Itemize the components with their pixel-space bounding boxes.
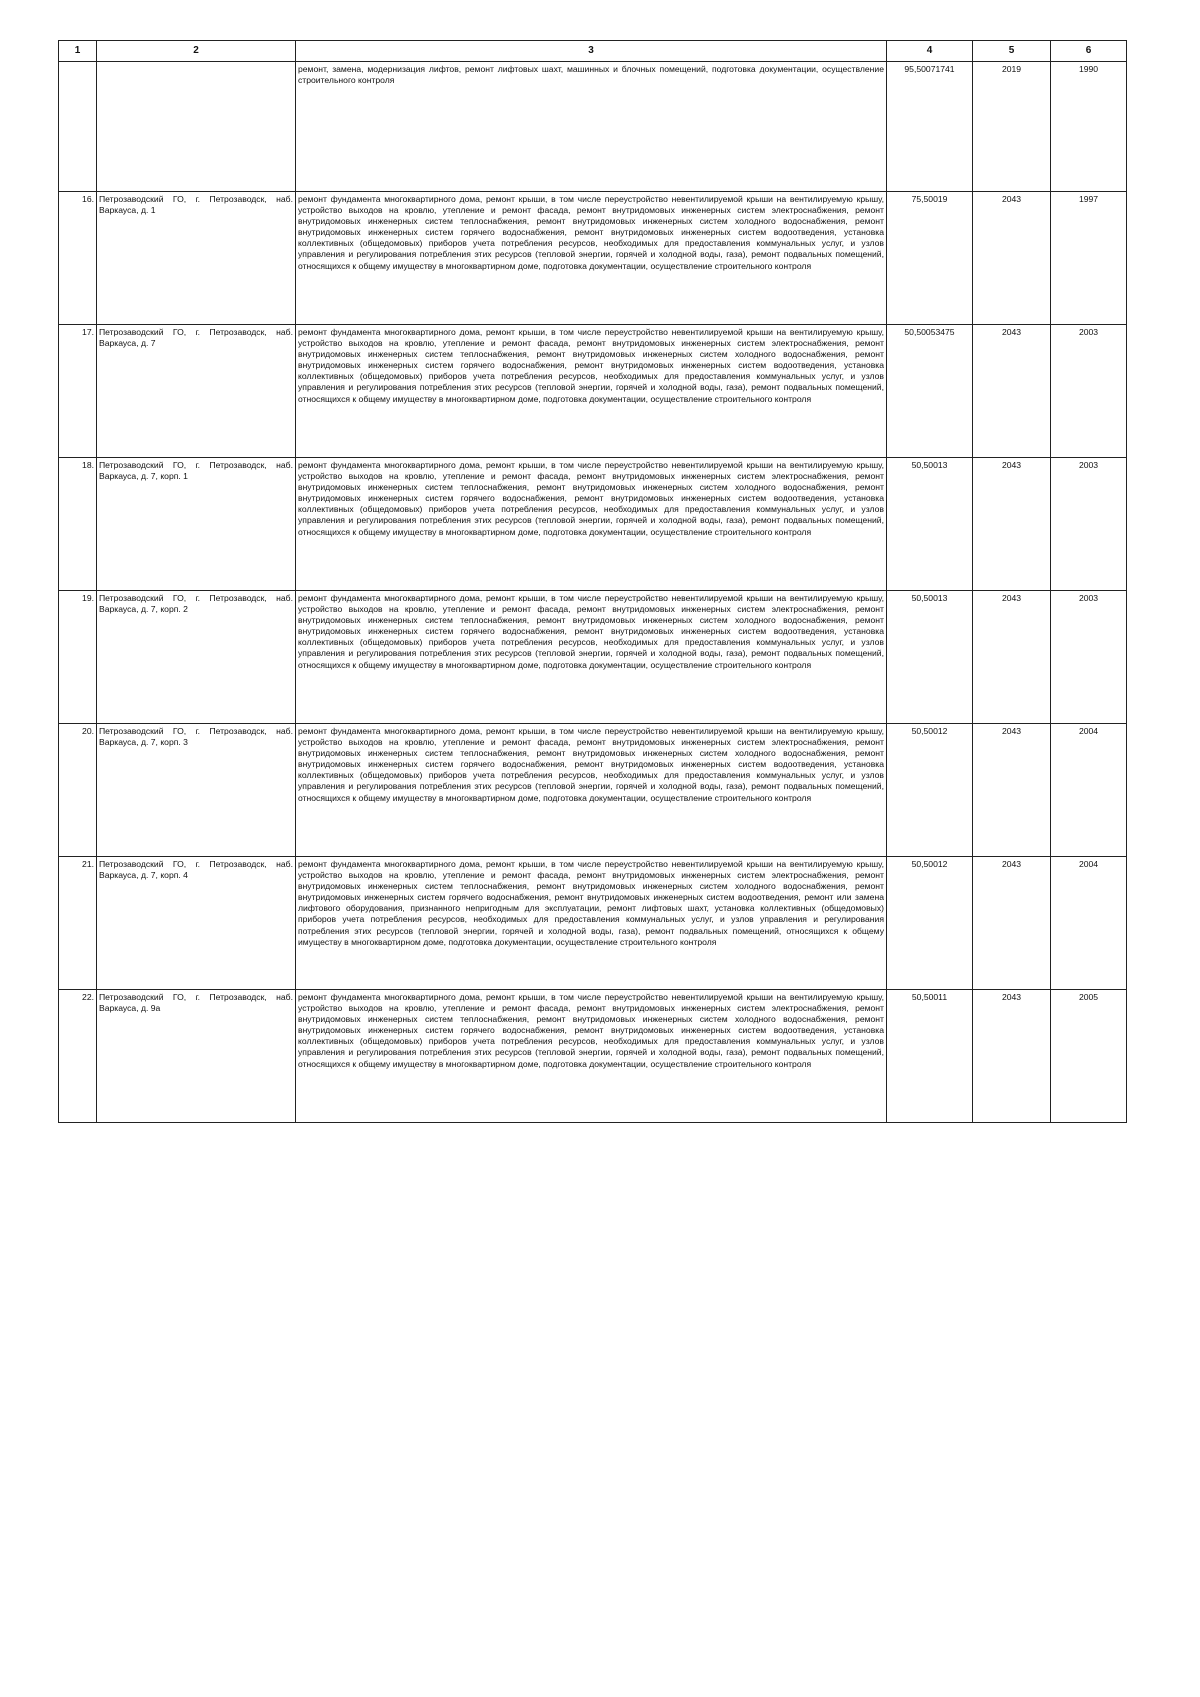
column-header-2: 2 (97, 41, 296, 62)
build-year-cell: 2004 (1051, 857, 1127, 990)
table-row (59, 458, 1127, 591)
table-row (59, 325, 1127, 458)
build-year-cell: 2003 (1051, 458, 1127, 591)
row-number-cell: 20. (59, 724, 97, 857)
wear-cell: 50,50012 (887, 724, 973, 857)
plan-year-cell: 2043 (973, 591, 1051, 724)
document-page (58, 40, 1126, 1123)
row-number-cell: 21. (59, 857, 97, 990)
address-cell: Петрозаводский ГО, г. Петрозаводск, наб. Варкауса, д. 1 (97, 192, 296, 325)
plan-year-cell: 2019 (973, 62, 1051, 192)
build-year-cell: 2004 (1051, 724, 1127, 857)
plan-year-cell: 2043 (973, 325, 1051, 458)
repair-program-table (58, 40, 1127, 1123)
address-cell: Петрозаводский ГО, г. Петрозаводск, наб. Варкауса, д. 7, корп. 3 (97, 724, 296, 857)
table-row (59, 591, 1127, 724)
works-cell: ремонт фундамента многоквартирного дома, ремонт крыши, в том числе переустройство невентилируемой крыши на вентилируемую крышу, устройство выходов на кровлю, утепление и ремонт фасада, ремонт внутридомовых инженерных систем электроснабжения, ремонт внутридомовых инженерных систем теплоснабжения, ремонт внутридомовых инженерных систем холодного водоснабжения, ремонт внутридомовых инженерных систем горячего водоснабжения, ремонт внутридомовых инженерных систем водоотведения, установка коллективных (общедомовых) приборов учета потребления ресурсов, необходимых для предоставления коммунальных услуг, и узлов управления и регулирования потребления этих ресурсов (тепловой энергии, горячей и холодной воды, газа), ремонт подвальных помещений, относящихся к общему имуществу в многоквартирном доме, подготовка документации, осуществление строительного контроля (296, 325, 887, 458)
build-year-cell: 2003 (1051, 325, 1127, 458)
row-number-cell: 22. (59, 990, 97, 1123)
works-cell: ремонт фундамента многоквартирного дома, ремонт крыши, в том числе переустройство невентилируемой крыши на вентилируемую крышу, устройство выходов на кровлю, утепление и ремонт фасада, ремонт внутридомовых инженерных систем электроснабжения, ремонт внутридомовых инженерных систем теплоснабжения, ремонт внутридомовых инженерных систем холодного водоснабжения, ремонт внутридомовых инженерных систем горячего водоснабжения, ремонт внутридомовых инженерных систем водоотведения, ремонт или замена лифтового оборудования, признанного непригодным для эксплуатации, ремонт лифтовых шахт, установка коллективных (общедомовых) приборов учета потребления ресурсов, необходимых для предоставления коммунальных услуг, и узлов управления и регулирования потребления этих ресурсов (тепловой энергии, горячей и холодной воды, газа), ремонт подвальных помещений, относящихся к общему имуществу в многоквартирном доме, подготовка документации, осуществление строительного контроля (296, 857, 887, 990)
table-header-row (59, 41, 1127, 62)
works-cell: ремонт фундамента многоквартирного дома, ремонт крыши, в том числе переустройство невентилируемой крыши на вентилируемую крышу, устройство выходов на кровлю, утепление и ремонт фасада, ремонт внутридомовых инженерных систем электроснабжения, ремонт внутридомовых инженерных систем теплоснабжения, ремонт внутридомовых инженерных систем холодного водоснабжения, ремонт внутридомовых инженерных систем горячего водоснабжения, ремонт внутридомовых инженерных систем водоотведения, установка коллективных (общедомовых) приборов учета потребления ресурсов, необходимых для предоставления коммунальных услуг, и узлов управления и регулирования потребления этих ресурсов (тепловой энергии, горячей и холодной воды, газа), ремонт подвальных помещений, относящихся к общему имуществу в многоквартирном доме, подготовка документации, осуществление строительного контроля (296, 724, 887, 857)
works-cell: ремонт фундамента многоквартирного дома, ремонт крыши, в том числе переустройство невентилируемой крыши на вентилируемую крышу, устройство выходов на кровлю, утепление и ремонт фасада, ремонт внутридомовых инженерных систем электроснабжения, ремонт внутридомовых инженерных систем теплоснабжения, ремонт внутридомовых инженерных систем холодного водоснабжения, ремонт внутридомовых инженерных систем горячего водоснабжения, ремонт внутридомовых инженерных систем водоотведения, установка коллективных (общедомовых) приборов учета потребления ресурсов, необходимых для предоставления коммунальных услуг, и узлов управления и регулирования потребления этих ресурсов (тепловой энергии, горячей и холодной воды, газа), ремонт подвальных помещений, относящихся к общему имуществу в многоквартирном доме, подготовка документации, осуществление строительного контроля (296, 192, 887, 325)
row-number-cell: 18. (59, 458, 97, 591)
build-year-cell: 1990 (1051, 62, 1127, 192)
plan-year-cell: 2043 (973, 458, 1051, 591)
table-row (59, 62, 1127, 192)
works-cell: ремонт фундамента многоквартирного дома, ремонт крыши, в том числе переустройство невентилируемой крыши на вентилируемую крышу, устройство выходов на кровлю, утепление и ремонт фасада, ремонт внутридомовых инженерных систем электроснабжения, ремонт внутридомовых инженерных систем теплоснабжения, ремонт внутридомовых инженерных систем холодного водоснабжения, ремонт внутридомовых инженерных систем горячего водоснабжения, ремонт внутридомовых инженерных систем водоотведения, установка коллективных (общедомовых) приборов учета потребления ресурсов, необходимых для предоставления коммунальных услуг, и узлов управления и регулирования потребления этих ресурсов (тепловой энергии, горячей и холодной воды, газа), ремонт подвальных помещений, относящихся к общему имуществу в многоквартирном доме, подготовка документации, осуществление строительного контроля (296, 591, 887, 724)
plan-year-cell: 2043 (973, 857, 1051, 990)
wear-cell: 95,50071741 (887, 62, 973, 192)
table-row (59, 724, 1127, 857)
table-row (59, 192, 1127, 325)
column-header-4: 4 (887, 41, 973, 62)
build-year-cell: 1997 (1051, 192, 1127, 325)
works-cell: ремонт фундамента многоквартирного дома, ремонт крыши, в том числе переустройство невентилируемой крыши на вентилируемую крышу, устройство выходов на кровлю, утепление и ремонт фасада, ремонт внутридомовых инженерных систем электроснабжения, ремонт внутридомовых инженерных систем теплоснабжения, ремонт внутридомовых инженерных систем холодного водоснабжения, ремонт внутридомовых инженерных систем горячего водоснабжения, ремонт внутридомовых инженерных систем водоотведения, установка коллективных (общедомовых) приборов учета потребления ресурсов, необходимых для предоставления коммунальных услуг, и узлов управления и регулирования потребления этих ресурсов (тепловой энергии, горячей и холодной воды, газа), ремонт подвальных помещений, относящихся к общему имуществу в многоквартирном доме, подготовка документации, осуществление строительного контроля (296, 458, 887, 591)
address-cell: Петрозаводский ГО, г. Петрозаводск, наб. Варкауса, д. 9а (97, 990, 296, 1123)
address-cell (97, 62, 296, 192)
column-header-1: 1 (59, 41, 97, 62)
works-cell: ремонт фундамента многоквартирного дома, ремонт крыши, в том числе переустройство невентилируемой крыши на вентилируемую крышу, устройство выходов на кровлю, утепление и ремонт фасада, ремонт внутридомовых инженерных систем электроснабжения, ремонт внутридомовых инженерных систем теплоснабжения, ремонт внутридомовых инженерных систем холодного водоснабжения, ремонт внутридомовых инженерных систем горячего водоснабжения, ремонт внутридомовых инженерных систем водоотведения, установка коллективных (общедомовых) приборов учета потребления ресурсов, необходимых для предоставления коммунальных услуг, и узлов управления и регулирования потребления этих ресурсов (тепловой энергии, горячей и холодной воды, газа), ремонт подвальных помещений, относящихся к общему имуществу в многоквартирном доме, подготовка документации, осуществление строительного контроля (296, 990, 887, 1123)
column-header-3: 3 (296, 41, 887, 62)
wear-cell: 50,50013 (887, 591, 973, 724)
wear-cell: 50,50013 (887, 458, 973, 591)
plan-year-cell: 2043 (973, 192, 1051, 325)
table-row (59, 857, 1127, 990)
table-row (59, 990, 1127, 1123)
address-cell: Петрозаводский ГО, г. Петрозаводск, наб. Варкауса, д. 7, корп. 2 (97, 591, 296, 724)
works-cell: ремонт, замена, модернизация лифтов, ремонт лифтовых шахт, машинных и блочных помещений, подготовка документации, осуществление строительного контроля (296, 62, 887, 192)
row-number-cell: 16. (59, 192, 97, 325)
wear-cell: 50,50053475 (887, 325, 973, 458)
plan-year-cell: 2043 (973, 724, 1051, 857)
address-cell: Петрозаводский ГО, г. Петрозаводск, наб. Варкауса, д. 7 (97, 325, 296, 458)
row-number-cell (59, 62, 97, 192)
wear-cell: 50,50012 (887, 857, 973, 990)
row-number-cell: 19. (59, 591, 97, 724)
plan-year-cell: 2043 (973, 990, 1051, 1123)
row-number-cell: 17. (59, 325, 97, 458)
build-year-cell: 2005 (1051, 990, 1127, 1123)
column-header-5: 5 (973, 41, 1051, 62)
column-header-6: 6 (1051, 41, 1127, 62)
wear-cell: 75,50019 (887, 192, 973, 325)
wear-cell: 50,50011 (887, 990, 973, 1123)
address-cell: Петрозаводский ГО, г. Петрозаводск, наб. Варкауса, д. 7, корп. 1 (97, 458, 296, 591)
address-cell: Петрозаводский ГО, г. Петрозаводск, наб. Варкауса, д. 7, корп. 4 (97, 857, 296, 990)
build-year-cell: 2003 (1051, 591, 1127, 724)
